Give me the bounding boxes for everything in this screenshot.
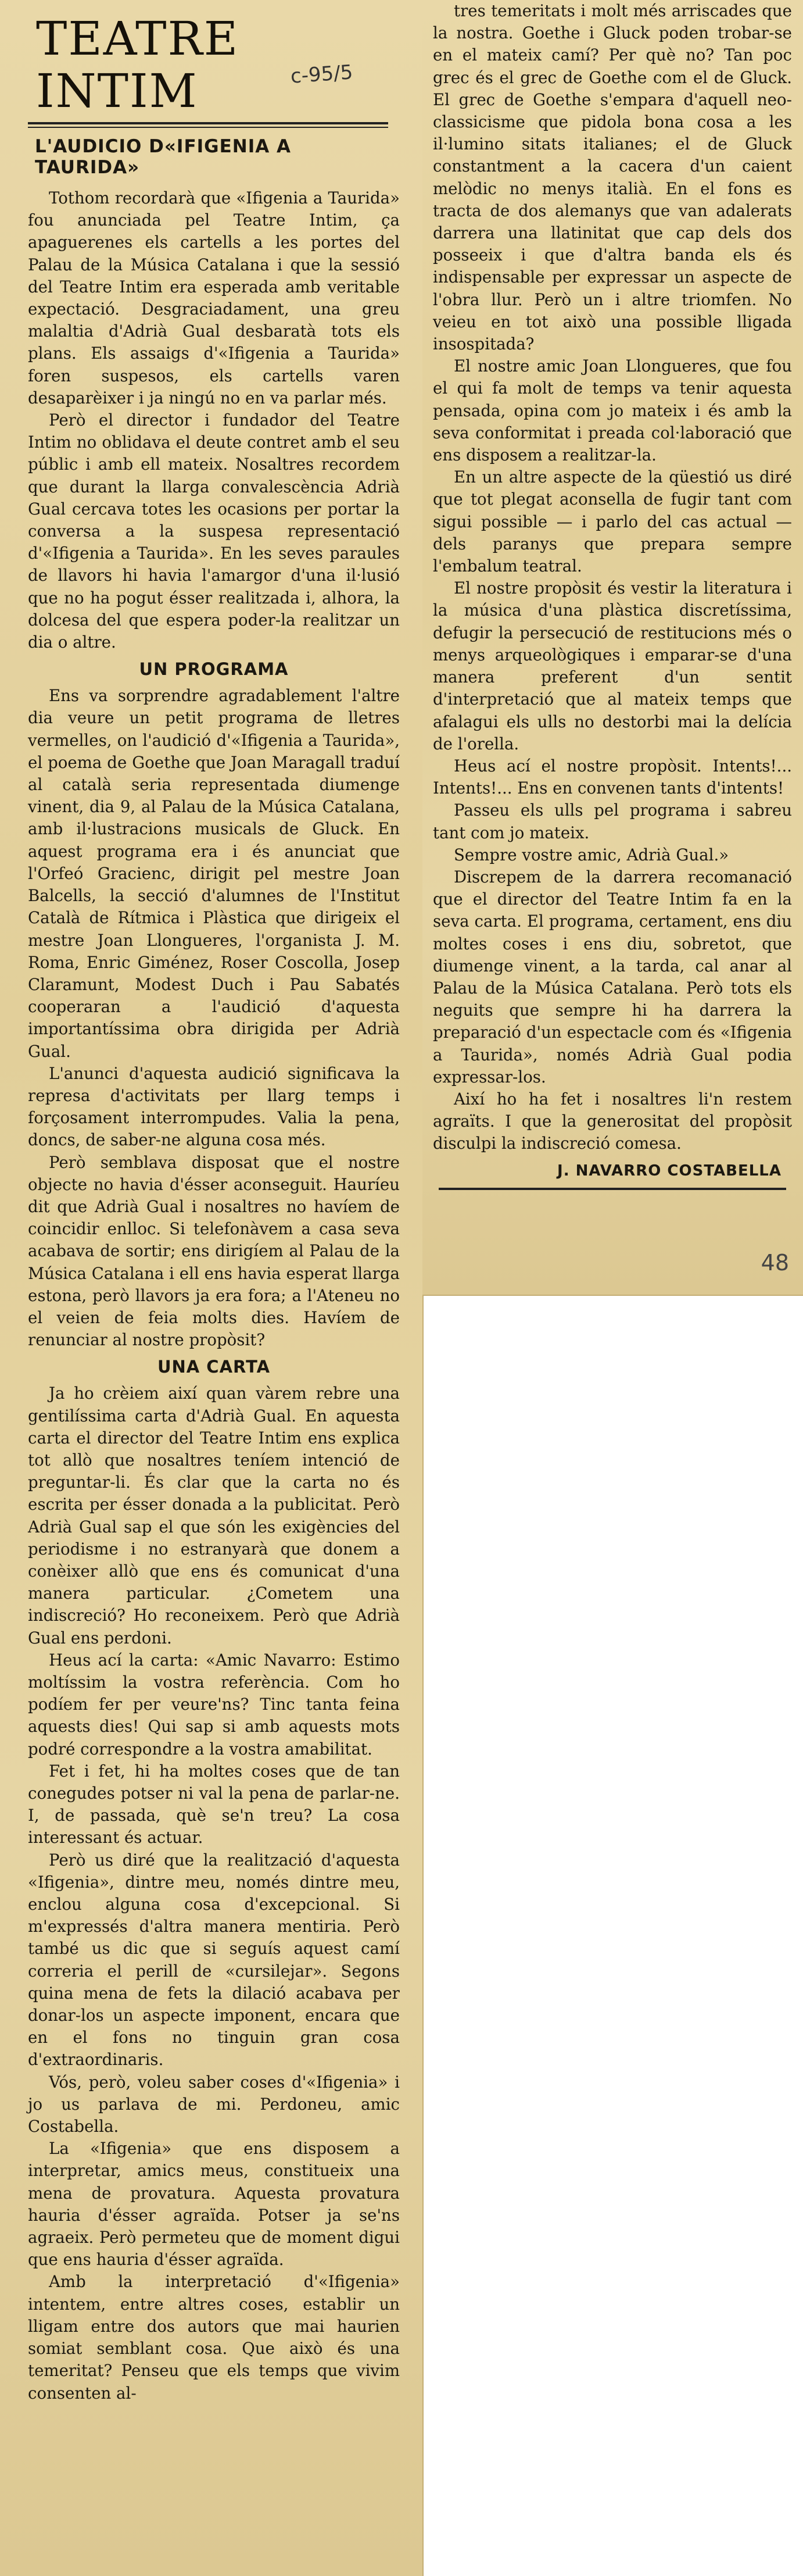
body-paragraph: El nostre amic Joan Llongueres, que fou el qui fa molt de temps va tenir aquesta pensada, opina com jo mateix i és amb la seva conformitat i preada col·laboració que ens disposem a realitzar-la. [433,356,792,465]
body-paragraph: Així ho ha fet i nosaltres li'n restem agraïts. I que la generositat del propòsit disculpi la indiscreció comesa. [433,1089,792,1153]
handwritten-date-stamp: c-95/5 [289,60,354,88]
section-subhead: UN PROGRAMA [139,659,289,680]
end-rule [439,1188,786,1190]
body-paragraph: El nostre propòsit és vestir la literatura i la música d'una plàstica discretíssima, defugir la persecució de restitucions més o menys arqueològiques i emparar-se d'una manera preferent d'un sentit d'interpretació que al mateix temps que afalagui els ulls no destorbi mai la delícia de l'orella. [433,578,792,753]
body-paragraph: Fet i fet, hi ha moltes coses que de tan conegudes potser ni val la pena de parlar-ne. I, de passada, què se'n treu? La cosa interessant és actuar. [28,1761,400,1848]
body-paragraph: Ens va sorprendre agradablement l'altre dia veure un petit programa de lletres vermelles, on l'audició d'«Ifigenia a Taurida», el poema de Goethe que Joan Maragall traduí al català seria representada diumenge vinent, dia 9, al Palau de la Música Catalana, amb il·lustracions musicals de Gluck. En aquest programa era i és anunciat que l'Orfeó Gracienc, dirigit pel mestre Joan Balcells, la secció d'alumnes de l'Institut Català de Rítmica i Plàstica que dirigeix el mestre Joan Llongueres, l'organista J. M. Roma, Enric Giménez, Roser Coscolla, Josep Claramunt, Modest Duch i Pau Sabatés cooperaran a l'audició d'aquesta importantíssima obra dirigida per Adrià Gual. [28,686,400,1061]
body-paragraph: Heus ací la carta: «Amic Navarro: Estimo moltíssim la vostra referència. Com ho podíem fer per veure'ns? Tinc tanta feina aquests dies! Qui sap si amb aquests mots podré correspondre a la vostra amabilitat. [28,1650,400,1759]
body-paragraph: En un altre aspecte de la qüestió us diré que tot plegat aconsella de fugir tant com sigui possible — i parlo del cas actual — dels paranys que prepara sempre l'embalum teatral. [433,467,792,576]
body-paragraph: Discrepem de la darrera recomanació que el director del Teatre Intim fa en la seva carta. El programa, certament, ens diu moltes coses i ens diu, sobretot, que diumenge vinent, a la tarda, cal anar al Palau de la Música Catalana. Però tots els neguits que sempre hi ha darrera la preparació d'un espectacle com és «Ifigenia a Taurida», només Adrià Gual podia expressar-los. [433,867,792,1087]
body-paragraph: Vós, però, voleu saber coses d'«Ifigenia» i jo us parlava de mi. Perdoneu, amic Costabella. [28,2072,400,2136]
body-paragraph: Tothom recordarà que «Ifigenia a Taurida» fou anunciada pel Teatre Intim, ça apaguerenes els cartells a les portes del Palau de la Música Catalana i que la sessió del Teatre Intim era esperada amb veritable expectació. Desgraciadament, una greu malaltia d'Adrià Gual desbaratà tots els plans. Els assaigs d'«Ifigenia a Taurida» foren suspesos, els cartells varen desaparèixer i ja ningú no en va parlar més. [28,188,400,408]
body-paragraph: L'anunci d'aquesta audició significava la represa d'activitats per llarg temps i forçosament interrompudes. Valia la pena, doncs, de saber-ne alguna cosa més. [28,1063,400,1150]
body-paragraph: Amb la interpretació d'«Ifigenia» intentem, entre altres coses, establir un lligam entre dos autors que mai haurien somiat semblant cosa. Que això és una temeritat? Penseu que els temps que vivim consenten al- [28,2272,400,2403]
article-sections [28,187,400,2404]
body-paragraph: La «Ifigenia» que ens disposem a interpretar, amics meus, constitueix una mena de provatura. Aquesta provatura hauria d'ésser agraïda. Potser ja se'ns agraeix. Però permeteu que de moment digui que ens hauria d'ésser agraïda. [28,2139,400,2270]
body-paragraph: Sempre vostre amic, Adrià Gual.» [454,845,729,864]
masthead-rule [28,122,388,128]
masthead-title: TEATRE INTIM [36,12,239,118]
article-headline: L'AUDICIO D«IFIGENIA A TAURIDA» [35,136,292,178]
body-paragraph: tres temeritats i molt més arriscades que la nostra. Goethe i Gluck poden trobar-se en el mateix camí? Per què no? Tan poc grec és el grec de Goethe com el de Gluck. El grec de Goethe s'empara d'aquell neo-classicisme que pidola bona cosa a les il·lumino sitats italianes; el de Gluck constantment a la cacera d'un caient melòdic no menys italià. En el fons es tracta de dos alemanys que van adalerats darrera una llatinitat que cap dels dos posseeix i que d'altra banda els és indispensable per expressar un aspecte de l'obra llur. Però un i altre triomfen. No veieu en tot això una possible lligada insospitada? [433,1,792,354]
right-column-text [433,0,792,1155]
right-column [433,0,792,1190]
body-paragraph: Heus ací el nostre propòsit. Intents!... Intents!... Ens en convenen tants d'intents! [433,756,792,798]
section-subhead: UNA CARTA [157,1357,271,1377]
body-paragraph: Però us diré que la realització d'aquesta «Ifigenia», dintre meu, només dintre meu, enclou alguna cosa d'excepcional. Si m'expressés d'altra manera mentiria. Però també us dic que si seguís aquest camí correria el perill de «cursilejar». Segons quina mena de fets la dilació acabava per donar-los un aspecte imponent, encara que en el fons no tinguin gran cosa d'extraordinaris. [28,1850,400,2070]
body-paragraph: Ja ho crèiem així quan vàrem rebre una gentilíssima carta d'Adrià Gual. En aquesta carta el director del Teatre Intim ens explica tot allò que nosaltres teníem intenció de preguntar-li. És clar que la carta no és escrita per ésser donada a la publicitat. Però Adrià Gual sap el que són les exigències del periodisme i no estranyarà que donem a conèixer allò que ens és comunicat d'una manera particular. ¿Cometem una indiscreció? Ho reconeixem. Però que Adrià Gual ens perdoni. [28,1384,400,1648]
body-paragraph: Però semblava disposat que el nostre objecte no havia d'ésser aconseguit. Hauríeu dit que Adrià Gual i nosaltres no havíem de coincidir enlloc. Si telefonàvem a casa seva acabava de sortir; ens dirigíem al Palau de la Música Catalana i ell ens havia esperat llarga estona, però llavors ja era fora; a l'Ateneu no el veien de feia molts dies. Havíem de renunciar al nostre propòsit? [28,1152,400,1350]
left-column [28,0,400,2404]
body-paragraph: Però el director i fundador del Teatre Intim no oblidava el deute contret amb el seu públic i amb ell mateix. Nosaltres recordem que durant la llarga convalescència Adrià Gual cercava totes les ocasions per portar la conversa a la suspesa representació d'«Ifigenia a Taurida». En les seves paraules de llavors hi havia l'amargor d'una il·lusió que no ha pogut ésser realitzada i, alhora, la dolcesa del que espera poder-la realitzar un dia o altre. [28,410,400,652]
page-number: 48 [761,1250,789,1276]
body-paragraph: Passeu els ulls pel programa i sabreu tant com jo mateix. [433,801,792,842]
author-signature: J. NAVARRO COSTABELLA [557,1162,782,1180]
